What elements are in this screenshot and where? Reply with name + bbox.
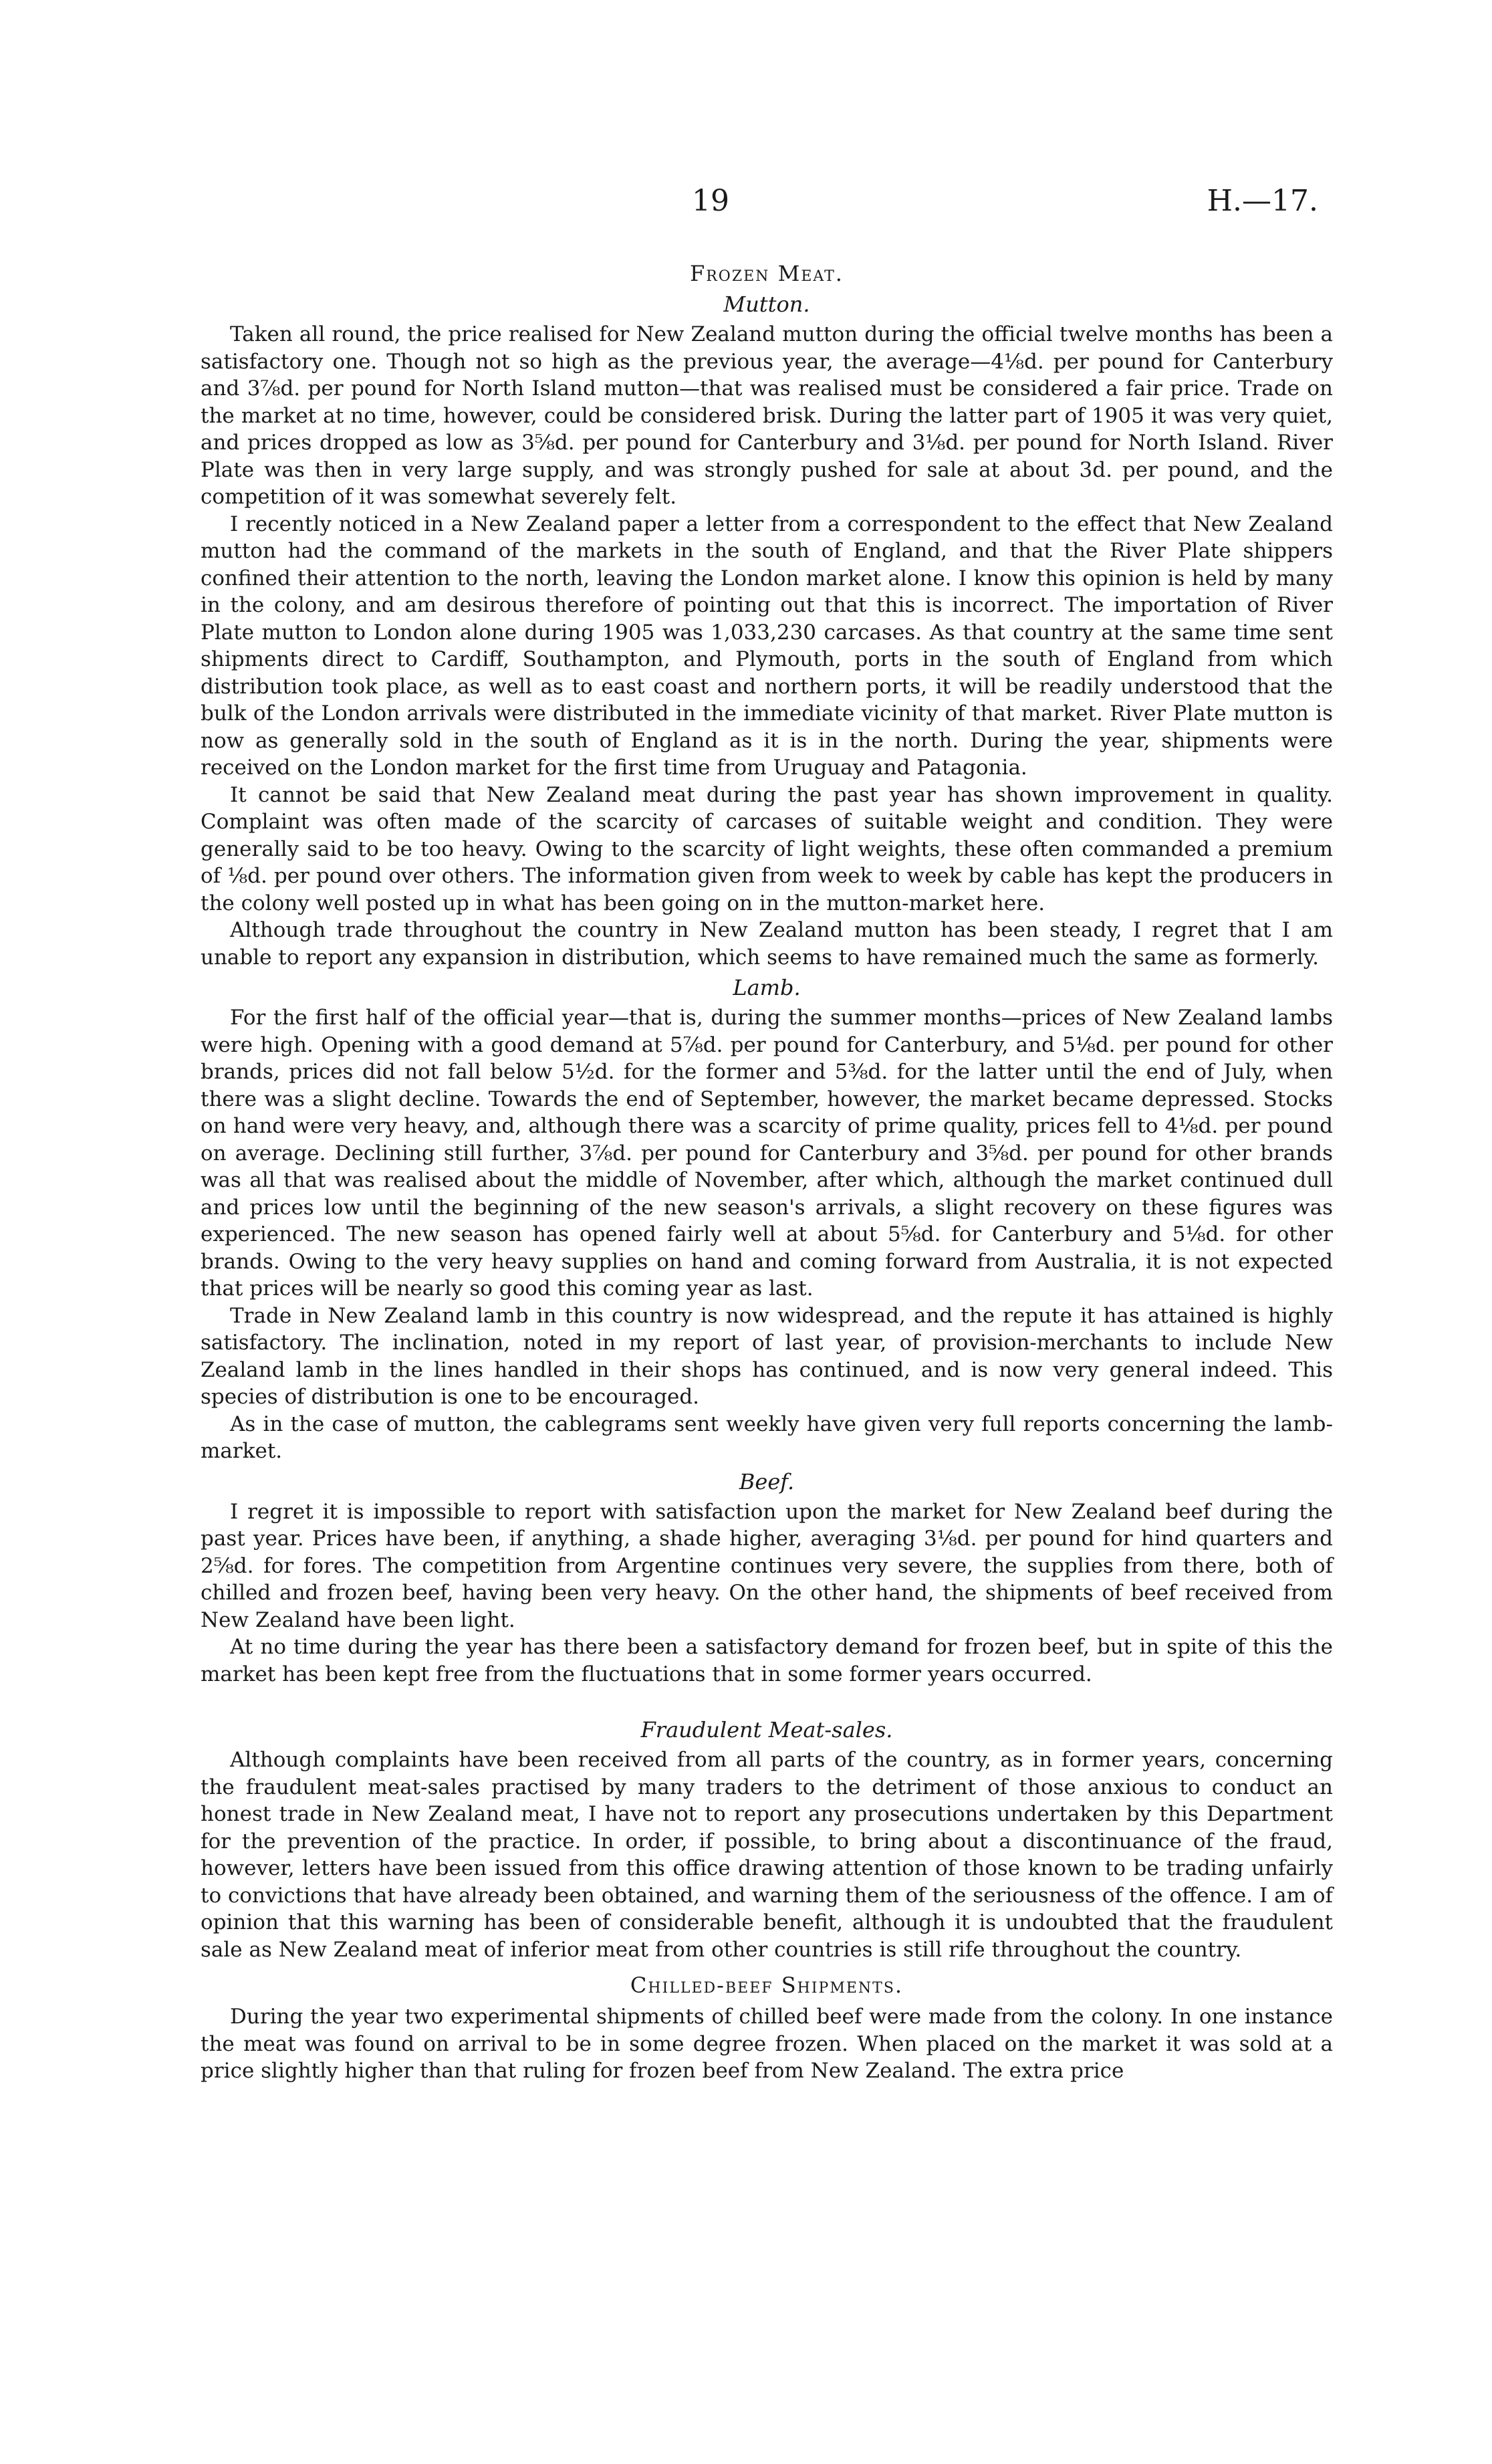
paragraph: I regret it is impossible to report with satisfaction upon the market for New Zealand beef during the past year. Prices have been, if anything, a shade higher, averaging 3⅛d. per pound for hind quarters and 2⅝d. for fores. The competition from Argentine continues very severe, the supplies from there, both of chilled and frozen beef, having been very heavy. On the other hand, the shipments of beef received from New Zealand have been light.: [201, 1499, 1333, 1632]
paragraph: Taken all round, the price realised for New Zealand mutton during the official twelve months has been a satisfactory one. Though not so high as the previous year, the average—4⅛d. per pound for Canterbury and 3⅞d. per pound for North Island mutton—that was realised must be considered a fair price. Trade on the market at no time, however, could be considered brisk. During the latter part of 1905 it was very quiet, and prices dropped as low as 3⅝d. per pound for Canterbury and 3⅛d. per pound for North Island. River Plate was then in very large supply, and was strongly pushed for sale at about 3d. per pound, and the competition of it was somewhat severely felt.: [201, 322, 1333, 509]
paragraph: For the first half of the official year—that is, during the summer months—prices of New Zealand lambs were high. Opening with a good demand at 5⅞d. per pound for Canterbury, and 5⅛d. per pound for other brands, prices did not fall below 5½d. for the former and 5⅜d. for the latter until the end of July, when there was a slight decline. Towards the end of September, however, the market became depressed. Stocks on hand were very heavy, and, although there was a scarcity of prime quality, prices fell to 4⅛d. per pound on average. Declining still further, 3⅞d. per pound for Canterbury and 3⅝d. per pound for other brands was all that was realised about the middle of November, after which, although the market continued dull and prices low until the beginning of the new season's arrivals, a slight recovery on these figures was experienced. The new season has opened fairly well at about 5⅝d. for Canterbury and 5⅛d. for other brands. Owing to the very heavy supplies on hand and coming forward from Australia, it is not expected that prices will be nearly so good this coming year as last.: [201, 1006, 1333, 1301]
section-title: Frozen Meat.: [690, 261, 844, 286]
paragraph: Although complaints have been received from all parts of the country, as in former years, concerning the fraudulent meat-sales practised by many traders to the detriment of those anxious to conduct an honest trade in New Zealand meat, I have not to report any prosecutions undertaken by this Department for the prevention of the practice. In order, if possible, to bring about a discontinuance of the fraud, however, letters have been issued from this office drawing attention of those known to be trading unfairly to convictions that have already been obtained, and warning them of the seriousness of the offence. I am of opinion that this warning has been of considerable benefit, although it is undoubted that the fraudulent sale as New Zealand meat of inferior meat from other countries is still rife throughout the country.: [201, 1748, 1333, 1962]
mutton-heading: Mutton.: [723, 292, 810, 317]
paragraph: Although trade throughout the country in New Zealand mutton has been steady, I regret that I am unable to report any expansion in distribution, which seems to have remained much the same as formerly.: [201, 918, 1333, 970]
paragraph: During the year two experimental shipments of chilled beef were made from the colony. In one instance the meat was found on arrival to be in some degree frozen. When placed on the market it was sold at a price slightly higher than that ruling for frozen beef from New Zealand. The extra price: [201, 2005, 1333, 2083]
chilled-heading: Chilled-beef Shipments.: [630, 1973, 904, 1998]
fraudulent-heading: Fraudulent Meat-sales.: [640, 1717, 893, 1743]
paragraph: At no time during the year has there been a satisfactory demand for frozen beef, but in spite of this the market has been kept free from the fluctuations that in some former years occurred.: [201, 1635, 1333, 1686]
paragraph: As in the case of mutton, the cablegrams sent weekly have given very full reports concerning the lamb-market.: [201, 1412, 1333, 1463]
paragraph: I recently noticed in a New Zealand paper a letter from a correspondent to the effect that New Zealand mutton had the command of the markets in the south of England, and that the River Plate shippers confined their attention to the north, leaving the London market alone. I know this opinion is held by many in the colony, and am desirous therefore of pointing out that this is incorrect. The importation of River Plate mutton to London alone during 1905 was 1,033,230 carcases. As that country at the same time sent shipments direct to Cardiff, Southampton, and Plymouth, ports in the south of England from which distribution took place, as well as to east coast and northern ports, it will be readily understood that the bulk of the London arrivals were distributed in the immediate vicinity of that market. River Plate mutton is now as generally sold in the south of England as it is in the north. During the year, shipments were received on the London market for the first time from Uruguay and Patagonia.: [201, 512, 1333, 780]
document-reference: H.—17.: [1207, 184, 1318, 218]
paragraph: It cannot be said that New Zealand meat during the past year has shown improvement in quality. Complaint was often made of the scarcity of carcases of suitable weight and condition. They were generally said to be too heavy. Owing to the scarcity of light weights, these often commanded a premium of ⅛d. per pound over others. The information given from week to week by cable has kept the producers in the colony well posted up in what has been going on in the mutton-market here.: [201, 782, 1333, 915]
lamb-heading: Lamb.: [733, 975, 801, 1000]
paragraph: Trade in New Zealand lamb in this country is now widespread, and the repute it has attained is highly satisfactory. The inclination, noted in my report of last year, of provision-merchants to include New Zealand lamb in the lines handled in their shops has continued, and is now very general indeed. This species of distribution is one to be encouraged.: [201, 1303, 1333, 1409]
beef-heading: Beef.: [739, 1468, 795, 1494]
page-number: 19: [692, 184, 729, 218]
